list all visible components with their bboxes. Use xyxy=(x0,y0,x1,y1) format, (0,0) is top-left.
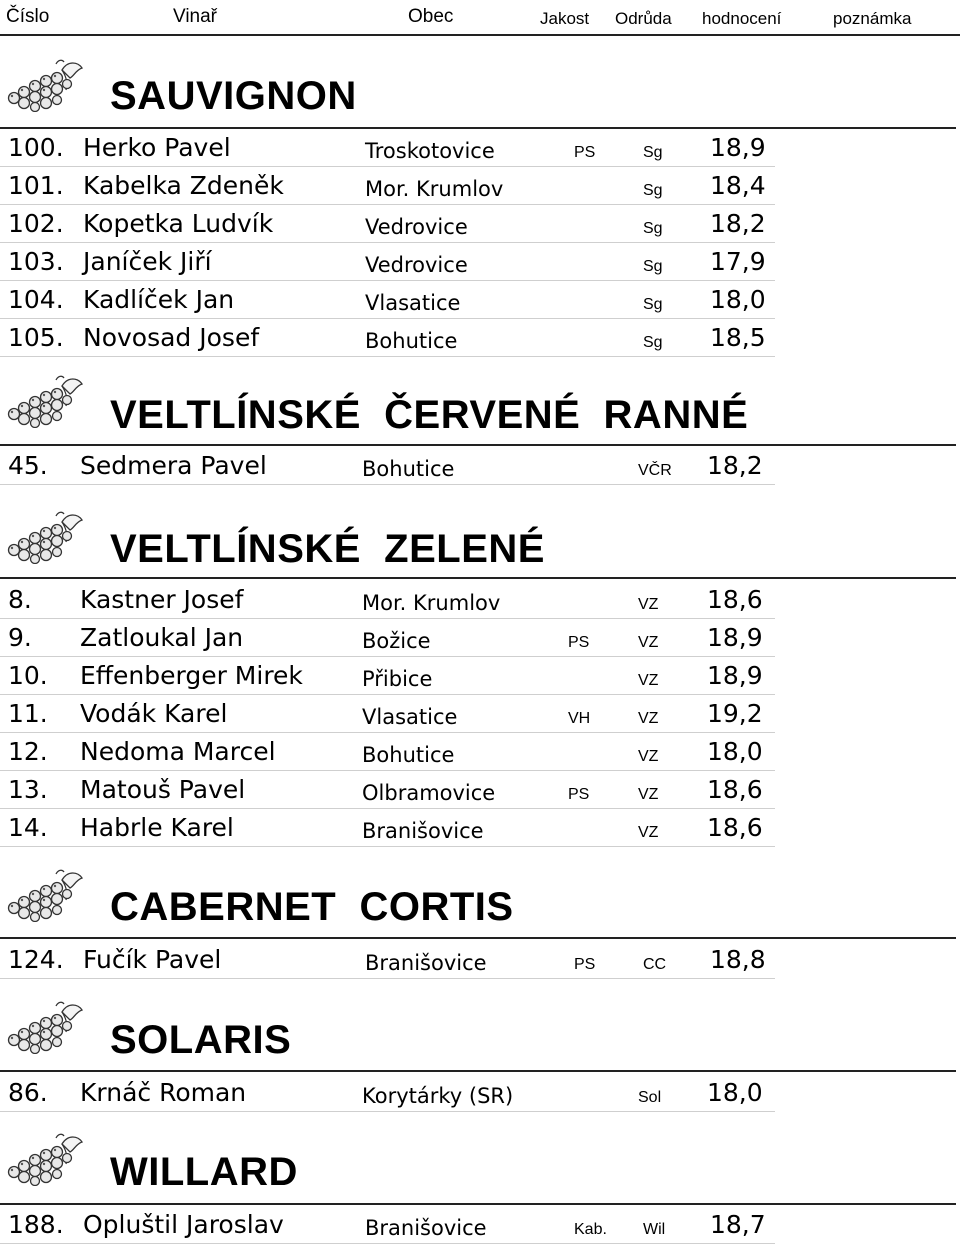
winemaker-name: Krnáč Roman xyxy=(80,1078,247,1107)
entry-number: 9. xyxy=(8,623,32,652)
entry-number: 14. xyxy=(8,813,48,842)
table-row xyxy=(0,656,775,695)
winemaker-name: Kastner Josef xyxy=(80,585,244,614)
score-value: 18,5 xyxy=(710,323,766,352)
winemaker-name: Effenberger Mirek xyxy=(80,661,303,690)
quality-code: PS xyxy=(568,786,590,803)
winemaker-name: Zatloukal Jan xyxy=(80,623,244,652)
village-name: Vlasatice xyxy=(365,291,461,315)
variety-code: Sg xyxy=(643,182,663,199)
table-row xyxy=(0,808,775,847)
header-hodnoceni: hodnocení xyxy=(702,9,782,28)
score-value: 18,0 xyxy=(707,1078,763,1107)
score-value: 18,6 xyxy=(707,775,763,804)
variety-code: Sg xyxy=(643,334,663,351)
entry-number: 11. xyxy=(8,699,48,728)
table-row xyxy=(0,770,775,809)
grape-icon-wrapper xyxy=(4,998,84,1058)
grape-icon-wrapper xyxy=(4,866,84,926)
score-value: 18,0 xyxy=(710,285,766,314)
table-row xyxy=(0,1205,775,1244)
village-name: Vlasatice xyxy=(362,705,458,729)
village-name: Přibice xyxy=(362,667,433,691)
score-value: 18,2 xyxy=(707,451,763,480)
table-row xyxy=(0,1073,775,1112)
winemaker-name: Novosad Josef xyxy=(83,323,260,352)
variety-code: Sg xyxy=(643,296,663,313)
village-name: Vedrovice xyxy=(365,215,468,239)
score-value: 17,9 xyxy=(710,247,766,276)
variety-title: CABERNET CORTIS xyxy=(110,885,514,929)
table-row xyxy=(0,166,775,205)
entry-number: 13. xyxy=(8,775,48,804)
header-odruda: Odrůda xyxy=(615,9,672,28)
entry-number: 12. xyxy=(8,737,48,766)
header-cislo: Číslo xyxy=(6,6,50,27)
score-value: 18,6 xyxy=(707,585,763,614)
village-name: Branišovice xyxy=(362,819,484,843)
score-value: 18,7 xyxy=(710,1210,766,1239)
table-row xyxy=(0,732,775,771)
grape-icon-wrapper xyxy=(4,508,84,568)
village-name: Troskotovice xyxy=(365,139,495,163)
score-value: 18,8 xyxy=(710,945,766,974)
entry-number: 86. xyxy=(8,1078,48,1107)
score-value: 18,0 xyxy=(707,737,763,766)
header-jakost: Jakost xyxy=(540,9,590,28)
variety-code: VZ xyxy=(638,672,659,689)
grape-cluster-icon xyxy=(4,1130,84,1186)
variety-title: VELTLÍNSKÉ ČERVENÉ RANNÉ xyxy=(110,393,749,437)
header-obec: Obec xyxy=(408,6,454,27)
village-name: Bohutice xyxy=(365,329,458,353)
entry-number: 45. xyxy=(8,451,48,480)
winemaker-name: Fučík Pavel xyxy=(83,945,222,974)
score-value: 18,9 xyxy=(707,623,763,652)
village-name: Božice xyxy=(362,629,431,653)
grape-cluster-icon xyxy=(4,866,84,922)
variety-code: Sg xyxy=(643,258,663,275)
village-name: Mor. Krumlov xyxy=(362,591,501,615)
village-name: Bohutice xyxy=(362,743,455,767)
grape-icon-wrapper xyxy=(4,56,84,116)
village-name: Korytárky (SR) xyxy=(362,1084,514,1108)
variety-code: VZ xyxy=(638,748,659,765)
winemaker-name: Matouš Pavel xyxy=(80,775,246,804)
header-vinar: Vinař xyxy=(173,6,218,27)
score-value: 18,9 xyxy=(710,133,766,162)
variety-code: VZ xyxy=(638,786,659,803)
variety-title: VELTLÍNSKÉ ZELENÉ xyxy=(110,527,545,571)
score-value: 18,9 xyxy=(707,661,763,690)
score-value: 18,6 xyxy=(707,813,763,842)
variety-title: SOLARIS xyxy=(110,1018,292,1062)
column-header xyxy=(0,0,960,36)
section-divider xyxy=(0,937,956,939)
quality-code: PS xyxy=(574,144,596,161)
table-row xyxy=(0,280,775,319)
winemaker-name: Kopetka Ludvík xyxy=(83,209,274,238)
grape-cluster-icon xyxy=(4,56,84,112)
entry-number: 124. xyxy=(8,945,64,974)
village-name: Mor. Krumlov xyxy=(365,177,504,201)
quality-code: VH xyxy=(568,710,591,727)
winemaker-name: Vodák Karel xyxy=(80,699,228,728)
section-divider xyxy=(0,577,956,579)
variety-code: VZ xyxy=(638,596,659,613)
grape-cluster-icon xyxy=(4,372,84,428)
winemaker-name: Kabelka Zdeněk xyxy=(83,171,284,200)
village-name: Bohutice xyxy=(362,457,455,481)
entry-number: 102. xyxy=(8,209,64,238)
winemaker-name: Opluštil Jaroslav xyxy=(83,1210,284,1239)
section-divider xyxy=(0,1070,956,1072)
score-value: 18,2 xyxy=(710,209,766,238)
quality-code: PS xyxy=(568,634,590,651)
header-poznamka: poznámka xyxy=(833,9,912,28)
table-row xyxy=(0,446,775,485)
grape-icon-wrapper xyxy=(4,1130,84,1190)
variety-code: VČR xyxy=(638,462,672,479)
variety-code: Wil xyxy=(643,1221,666,1238)
variety-title: WILLARD xyxy=(110,1150,298,1194)
village-name: Vedrovice xyxy=(365,253,468,277)
entry-number: 104. xyxy=(8,285,64,314)
village-name: Branišovice xyxy=(365,951,487,975)
variety-code: Sg xyxy=(643,220,663,237)
winemaker-name: Nedoma Marcel xyxy=(80,737,276,766)
table-row xyxy=(0,618,775,657)
quality-code: Kab. xyxy=(574,1221,607,1238)
variety-code: VZ xyxy=(638,710,659,727)
village-name: Olbramovice xyxy=(362,781,496,805)
table-row xyxy=(0,242,775,281)
table-row xyxy=(0,204,775,243)
table-row xyxy=(0,318,775,357)
entry-number: 105. xyxy=(8,323,64,352)
winemaker-name: Kadlíček Jan xyxy=(83,285,235,314)
entry-number: 103. xyxy=(8,247,64,276)
variety-code: VZ xyxy=(638,824,659,841)
variety-code: VZ xyxy=(638,634,659,651)
table-row xyxy=(0,694,775,733)
grape-cluster-icon xyxy=(4,508,84,564)
winemaker-name: Habrle Karel xyxy=(80,813,234,842)
variety-code: CC xyxy=(643,956,667,973)
entry-number: 100. xyxy=(8,133,64,162)
score-value: 19,2 xyxy=(707,699,763,728)
variety-code: Sg xyxy=(643,144,663,161)
winemaker-name: Herko Pavel xyxy=(83,133,231,162)
entry-number: 10. xyxy=(8,661,48,690)
table-row xyxy=(0,940,775,979)
entry-number: 188. xyxy=(8,1210,64,1239)
entry-number: 8. xyxy=(8,585,32,614)
winemaker-name: Janíček Jiří xyxy=(83,247,212,276)
winemaker-name: Sedmera Pavel xyxy=(80,451,267,480)
grape-cluster-icon xyxy=(4,998,84,1054)
table-row xyxy=(0,580,775,619)
score-value: 18,4 xyxy=(710,171,766,200)
village-name: Branišovice xyxy=(365,1216,487,1240)
quality-code: PS xyxy=(574,956,596,973)
variety-title: SAUVIGNON xyxy=(110,74,357,118)
grape-icon-wrapper xyxy=(4,372,84,432)
entry-number: 101. xyxy=(8,171,64,200)
table-row xyxy=(0,128,775,167)
variety-code: Sol xyxy=(638,1089,662,1106)
